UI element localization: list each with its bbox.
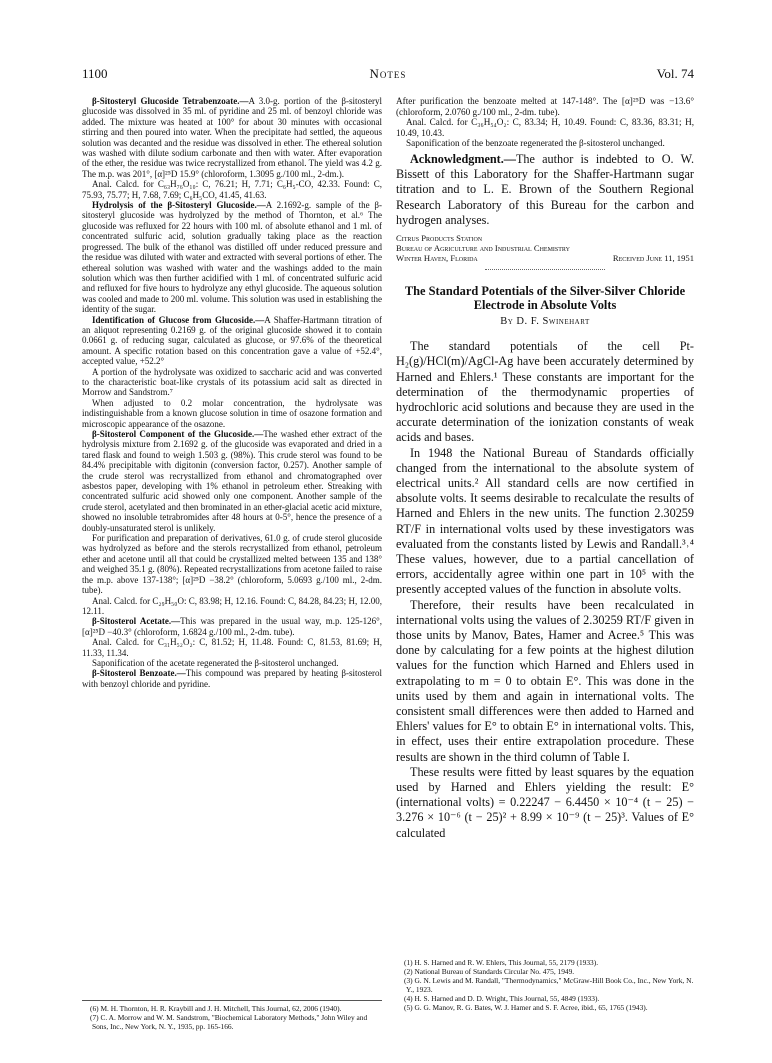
paragraph <box>82 315 382 367</box>
paragraph-text: The washed ether extract of the hydrolysis mixture from 2.1692 g. of the glucoside was evaporated and dried in a tared flask and found to weigh 1.503 g. (98%). This crude sterol was found to be 84.4% precipitable with digitonin (conversion factor, 0.257). Another sample of the crude sterol was recrystallized from ethanol and chromatographed over asbestos paper, developing with 1% ethanol in petroleum ether. Streaking with concentrated sulfuric acid showed only one component. Another sample of the crude sterol, acetylated and then brominated in an ether-glacial acetic acid mixture, showed no insoluble tetrabromides after 48 hours at 0-5°, hence the presence of a doubly-unsaturated sterol is unlikely. <box>82 429 382 533</box>
paragraph-heading: Hydrolysis of the β-Sitosteryl Glucoside.— <box>92 200 266 211</box>
paragraph <box>82 429 382 533</box>
article-title: The Standard Potentials of the Silver-Silver Chloride Electrode in Absolute Volts <box>404 283 686 313</box>
article-byline: By D. F. Swinehart <box>500 316 590 328</box>
paragraph: The standard potentials of the cell Pt-H₂(g)/HCl(m)/AgCl-Ag have been accurately determined by Harned and Ehlers.¹ These constants are important for the determination of the thermodynamic properties of hydrochloric acid solutions and because they are used in the accurate determination of the ionization constants of weak acids and bases. <box>396 339 694 445</box>
volume-label: Vol. 74 <box>656 66 694 81</box>
paragraph-text: Anal. Calcd. for C₆₃H₇₆O₁₀: C, 76.21; H, 7.71; C₆H₅-CO, 42.33. Found: C, 75.93, 75.77; H, 7.68, 7.69; C₆H₅CO, 41.45, 41.63. <box>82 179 382 200</box>
paragraph-text: A Shaffer-Hartmann titration of an aliquot representing 0.2169 g. of the original glucoside showed it to contain 0.0661 g. of reducing sugar, calculated as glucose, or 97.6% of the theoretical amount. A specific rotation based on this concentration gave a value of +52.4°, accepted value, +52.2° <box>82 314 382 367</box>
footnote: (2) National Bureau of Standards Circular No. 475, 1949. <box>404 967 575 976</box>
received-date: Received June 11, 1951 <box>612 253 694 264</box>
paragraph-text: Saponification of the acetate regenerated the β-sitosterol unchanged. <box>92 657 339 668</box>
footnote: (1) H. S. Harned and R. W. Ehlers, This Journal, 55, 2179 (1933). <box>404 958 599 967</box>
paragraph: Saponification of the benzoate regenerated the β-sitosterol unchanged. <box>406 138 665 149</box>
page-number: 1100 <box>82 66 108 81</box>
address-block <box>396 233 694 264</box>
address-line: Citrus Products Station <box>396 232 483 243</box>
footnote: (5) G. G. Manov, R. G. Bates, W. J. Hamer and S. F. Acree, ibid., 65, 1765 (1943). <box>404 1003 648 1012</box>
address-line-with-date <box>396 253 694 263</box>
paragraph <box>82 367 382 398</box>
left-column <box>82 96 382 689</box>
address-city: Winter Haven, Florida <box>396 253 478 264</box>
paragraph: After purification the benzoate melted at 147-148°. The [α]²⁵D was −13.6° (chloroform, 2.0760 g./100 ml., 2-dm. tube). <box>396 96 694 117</box>
article-body <box>396 339 694 841</box>
paragraph <box>82 668 382 689</box>
acknowledgment-section <box>396 152 694 228</box>
benzoate-section <box>396 96 694 149</box>
footnote: (3) G. N. Lewis and M. Randall, "Thermodynamics," McGraw-Hill Book Co., Inc., New York, N. Y., 1923. <box>404 976 694 994</box>
paragraph <box>82 658 382 668</box>
paragraph-heading: β-Sitosterol Component of the Glucoside.— <box>92 429 264 439</box>
paragraph-heading: β-Sitosterol Acetate.— <box>92 616 181 627</box>
acknowledgment-text: The author is indebted to O. W. Bissett of this Laboratory for the Shaffer-Hartmann sugar titration and to L. E. Brown of the Southern Regional Research Laboratory of this Bureau for the carbon and hydrogen analyses. <box>396 151 694 227</box>
paragraph-heading: β-Sitosteryl Glucoside Tetrabenzoate.— <box>92 96 249 106</box>
paragraph <box>82 179 382 200</box>
paragraph <box>82 96 382 179</box>
page-header <box>82 66 694 86</box>
acknowledgment <box>396 152 694 228</box>
paragraph-text: A 2.1692-g. sample of the β-sitosteryl glucoside was hydrolyzed by the method of Thornton, et al.⁶ The glucoside was refluxed for 22 hours with 100 ml. of absolute ethanol and 1 ml. of concentrated sulfuric acid, solution gradually taking place as the reaction progressed. The bulk of the ethanol was distilled off under reduced pressure and the residue was diluted with water and extracted with several portions of ether. The ethereal solution was washed with water and the washings added to the main solution which was then further acidified with 1 ml. of concentrated sulfuric acid and refluxed for five hours to hydrolyze any ethyl glucoside. The aqueous solution was cooled and made to 200 ml. volume. This solution was used in establishing the identity of the sugar. <box>82 200 383 315</box>
paragraph-text: For purification and preparation of derivatives, 61.0 g. of crude sterol glucoside was hydrolyzed as before and the sterols recrystallized from ethanol, petroleum ether and acetone until all that could be crystallized melted between 135 and 138° and weighed 35.1 g. (80%). Repeated recrystallizations from acetone failed to raise the m.p. above 137-138°; [α]²⁵D −38.2° (chloroform, 5.0693 g./100 ml., 2-dm. tube). <box>82 533 382 596</box>
paragraph-text: A 3.0-g. portion of the β-sitosteryl glucoside was dissolved in 35 ml. of pyridine and 25 ml. of benzoyl chloride was added. The mixture was heated at 100° for about 30 minutes with occasional stirring and then poured into water. When the precipitate had settled, the aqueous solution was decanted and the residue was dissolved in ether. The ethereal solution was washed with dilute sodium carbonate and then with water. After evaporation of the ether, the residue was twice recrystallized from ethanol. The yield was 4.2 g. The m.p. was 201°, [α]²⁵D 15.9° (chloroform, 1.3095 g./100 ml., 2-dm.). <box>82 96 382 179</box>
section-title: Notes <box>369 66 407 81</box>
left-footnotes <box>82 1000 382 1031</box>
acknowledgment-heading: Acknowledgment.— <box>410 151 516 166</box>
paragraph-text: This compound was prepared by heating β-sitosterol with benzoyl chloride and pyridine. <box>82 668 382 689</box>
paragraph <box>82 533 382 595</box>
paragraph: In 1948 the National Bureau of Standards officially changed from the international to the absolute system of electrical units.² All standard cells are now certified in absolute volts. It seems desirable to recalculate the results of Harned and Ehlers in the new units. The function 2.30259 RT/F in international volts used by these investigators was evaluated from the constants listed by Lewis and Randall.³˒⁴ These values, however, due to a partial cancellation of errors, accidentally agree within one part in 10⁵ with the presently accepted values of the function in absolute volts. <box>396 445 694 597</box>
paragraph-text: This was prepared in the usual way, m.p. 125-126°, [α]²⁵D −40.3° (chloroform, 1.6824 g./100 ml., 2-dm. tube). <box>82 616 382 637</box>
paragraph-text: When adjusted to 0.2 molar concentration, the hydrolysate was indistinguishable from a known glucose solution in time of osazone formation and microscopic appearance of the osazone. <box>82 397 382 429</box>
footnote: (4) H. S. Harned and D. D. Wright, This Journal, 55, 4849 (1933). <box>404 994 600 1003</box>
paragraph <box>82 596 382 617</box>
divider <box>485 269 605 270</box>
paragraph <box>82 398 382 429</box>
paragraph: Anal. Calcd. for C₃₆H₅₄O₂: C, 83.34; H, 10.49. Found: C, 83.36, 83.31; H, 10.49, 10.43. <box>396 117 694 138</box>
paragraph-text: A portion of the hydrolysate was oxidized to saccharic acid and was converted to the characteristic boat-like crystals of its potassium acid salt as directed in Morrow and Sandstrom.⁷ <box>82 366 382 398</box>
paragraph-text: Anal. Calcd. for C₂₉H₅₀O: C, 83.98; H, 12.16. Found: C, 84.28, 84.23; H, 12.00, 12.11. <box>82 595 382 616</box>
paragraph: Therefore, their results have been recalculated in international volts using the values of 2.30259 RT/F given in those units by Manov, Bates, Hamer and Acree.⁵ This was done by calculating for a few points at the highest dilution values for the function which Harned and Ehlers used in extrapolating to m = 0 to obtain E°. This was done in the units used by them and again in international volts. The consistent small differences were then added to Harned and Ehlers' values for E° to obtain E° in international volts. This, in effect, uses their entire extrapolation procedure. These results are shown in the third column of Table I. <box>396 597 694 764</box>
right-footnotes <box>396 958 694 1012</box>
paragraph <box>82 200 382 314</box>
right-column <box>396 96 694 841</box>
paragraph: These results were fitted by least squares by the equation used by Harned and Ehlers yielding the result: E° (international volts) = 0.22247 − 6.4450 × 10⁻⁴ (t − 25) − 3.276 × 10⁻⁶ (t − 25)² + 8.99 × 10⁻⁹ (t − 25)³. Values of E° calculated <box>396 764 694 840</box>
paragraph-heading: β-Sitosterol Benzoate.— <box>92 668 186 679</box>
paragraph-text: Anal. Calcd. for C₃₁H₅₂O₂: C, 81.52; H, 11.48. Found: C, 81.53, 81.69; H, 11.33, 11.34. <box>82 637 382 658</box>
paragraph-heading: Identification of Glucose from Glucoside.— <box>92 314 265 325</box>
paragraph <box>82 637 382 658</box>
footnote: (7) C. A. Morrow and W. M. Sandstrom, "Biochemical Laboratory Methods," John Wiley and Sons, Inc., New York, N. Y., 1935, pp. 165-166. <box>90 1013 368 1031</box>
address-line: Bureau of Agriculture and Industrial Chemistry <box>396 243 570 254</box>
footnote: (6) M. H. Thornton, H. R. Kraybill and J. H. Mitchell, This Journal, 62, 2006 (1940). <box>90 1004 342 1013</box>
paragraph <box>82 616 382 637</box>
